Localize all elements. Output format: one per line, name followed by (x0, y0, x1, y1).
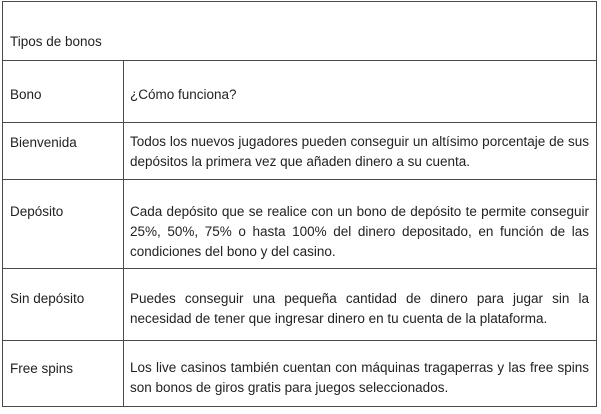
row-desc-sin-deposito: Puedes conseguir una pequeña cantidad de dinero para jugar sin la necesidad de tener que ingresar dinero en tu cuenta de la plataforma. (130, 291, 589, 326)
table-row (3, 269, 596, 341)
table-header-row (3, 61, 596, 123)
row-bono-free-spins: Free spins (10, 361, 74, 376)
table-title-row (3, 2, 596, 61)
row-desc-free-spins: Los live casinos también cuentan con máquinas tragaperras y las free spins son bonos de giros gratis para juegos seleccionados. (130, 360, 589, 395)
table-row (3, 180, 596, 269)
table-title: Tipos de bonos (10, 34, 102, 49)
header-como-funciona: ¿Cómo funciona? (130, 87, 237, 102)
bonus-types-table (2, 1, 597, 407)
row-bono-deposito: Depósito (10, 204, 64, 219)
table-row (3, 123, 596, 180)
row-bono-sin-deposito: Sin depósito (10, 291, 85, 306)
table-row (3, 341, 596, 407)
row-desc-bienvenida: Todos los nuevos jugadores pueden conseguir un altísimo porcentaje de sus depósitos la primera vez que añaden dinero a su cuenta. (130, 134, 589, 169)
header-bono: Bono (10, 87, 42, 102)
row-bono-bienvenida: Bienvenida (10, 135, 77, 150)
row-desc-deposito: Cada depósito que se realice con un bono de depósito te permite conseguir 25%, 50%, 75% o hasta 100% del dinero depositado, en función de las condiciones del bono y del casino. (130, 204, 589, 259)
